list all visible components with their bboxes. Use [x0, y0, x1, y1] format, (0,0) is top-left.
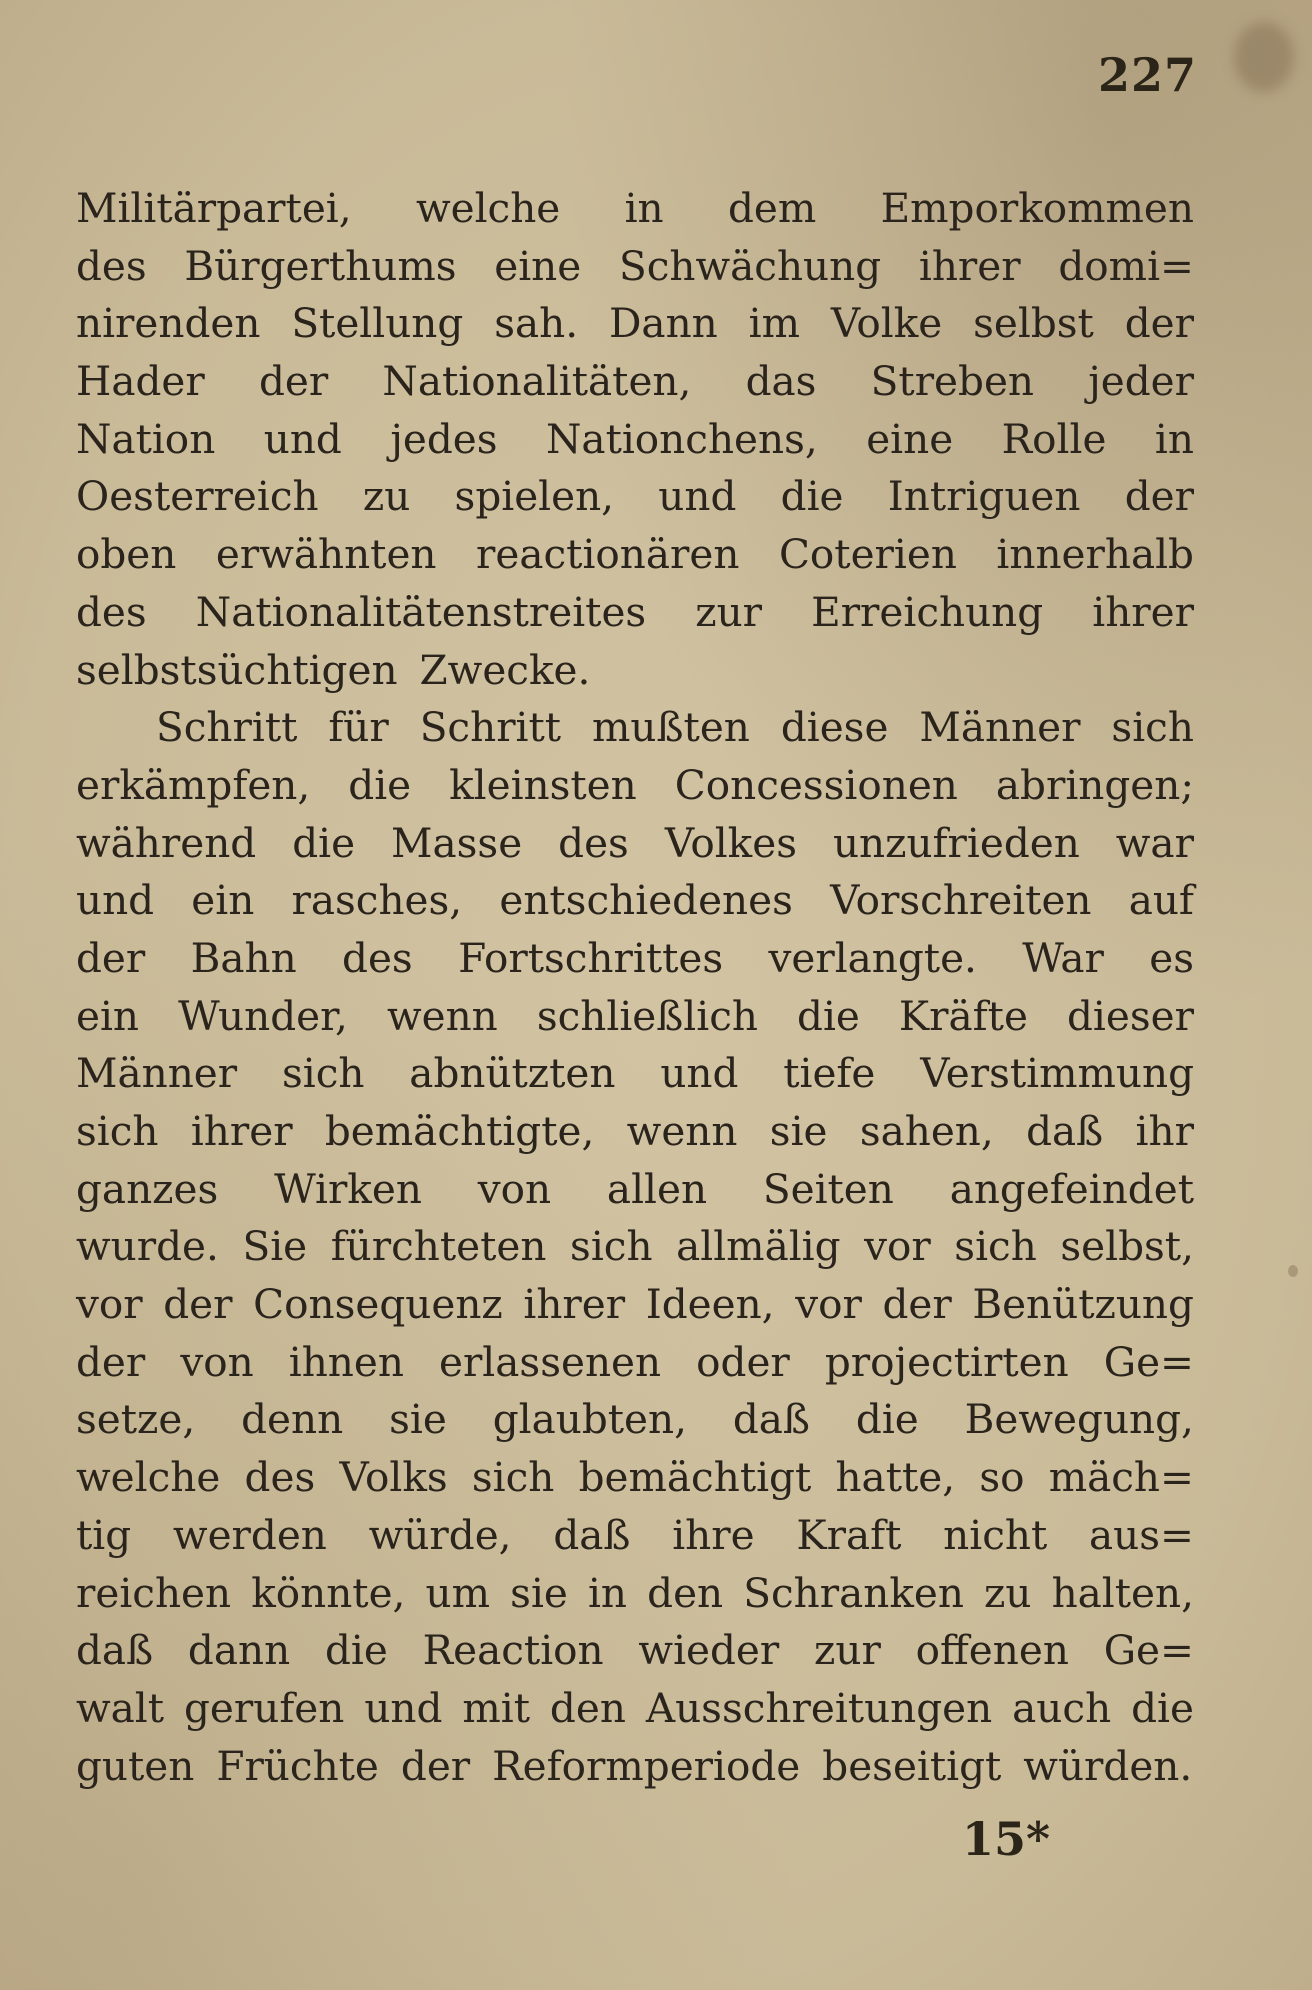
- word: selbst,: [1060, 1222, 1194, 1271]
- word: der: [76, 933, 146, 982]
- text-line: [76, 1391, 1194, 1449]
- word: eine: [866, 414, 954, 463]
- ink-spot: [1288, 1265, 1298, 1277]
- word: hatte,: [835, 1453, 956, 1502]
- word: dieser: [1066, 991, 1194, 1040]
- word: daß: [76, 1626, 154, 1675]
- word: und: [76, 876, 155, 925]
- word: abringen;: [995, 760, 1194, 809]
- word: jedes: [390, 414, 498, 463]
- word: ihrer: [523, 1280, 626, 1329]
- word: wenn: [626, 1107, 738, 1155]
- word: welche: [415, 184, 561, 232]
- word: wieder: [638, 1626, 780, 1675]
- word: sich: [471, 1453, 555, 1502]
- text-line: [76, 295, 1194, 353]
- word: Bewegung,: [964, 1395, 1194, 1444]
- word: Reaction: [422, 1626, 604, 1675]
- word: tiefe: [783, 1049, 876, 1098]
- word: mußten: [592, 703, 750, 752]
- word: mäch=: [1048, 1453, 1194, 1502]
- text-line: [76, 411, 1194, 469]
- text-line: [76, 642, 1194, 700]
- word: Männer: [919, 703, 1081, 752]
- word: Hader: [76, 357, 205, 406]
- word: der: [76, 1337, 146, 1386]
- word: Seiten: [762, 1164, 894, 1213]
- word: Zwecke.: [419, 645, 591, 694]
- word: Concessionen: [674, 760, 958, 809]
- word: der: [163, 1280, 233, 1329]
- word: kleinsten: [449, 760, 637, 809]
- text-line: [76, 1565, 1194, 1623]
- word: sie: [389, 1395, 447, 1444]
- word: innerhalb: [996, 530, 1194, 579]
- word: den: [647, 1568, 724, 1617]
- word: Wirken: [274, 1164, 422, 1213]
- word: denn: [241, 1395, 344, 1444]
- text-line: [76, 815, 1194, 873]
- text-line: [76, 757, 1194, 815]
- word: die: [1131, 1683, 1194, 1732]
- word: selbst: [973, 299, 1094, 348]
- word: zur: [695, 587, 763, 636]
- ink-stain: [1234, 22, 1294, 92]
- word: nicht: [943, 1510, 1048, 1559]
- word: Emporkommen: [880, 184, 1194, 232]
- word: von: [180, 1337, 254, 1386]
- word: aus=: [1089, 1510, 1194, 1559]
- word: der: [400, 1741, 471, 1790]
- word: Coterien: [778, 530, 957, 579]
- word: von: [477, 1164, 552, 1213]
- word: und: [364, 1683, 443, 1732]
- word: verlangte.: [768, 933, 977, 982]
- word: der: [882, 1280, 952, 1329]
- word: welche: [76, 1453, 221, 1502]
- text-line: [76, 526, 1194, 584]
- word: daß: [732, 1395, 810, 1444]
- word: die: [348, 760, 412, 809]
- word: domi=: [1058, 241, 1194, 290]
- word: zur: [814, 1626, 881, 1675]
- word: sich: [76, 1107, 159, 1155]
- word: Früchte: [216, 1741, 379, 1790]
- word: Nation: [76, 414, 216, 463]
- word: eine: [494, 241, 582, 290]
- word: die: [292, 818, 356, 867]
- word: entschiedenes: [499, 876, 793, 925]
- word: sich: [1111, 703, 1194, 752]
- word: Benützung: [972, 1280, 1194, 1329]
- word: so: [979, 1453, 1025, 1502]
- word: Intriguen: [887, 472, 1081, 521]
- word: um: [425, 1568, 491, 1617]
- word: erwähnten: [215, 530, 437, 579]
- word: Ge=: [1103, 1626, 1194, 1675]
- word: Erreichung: [811, 587, 1044, 636]
- word: wurde.: [76, 1222, 219, 1271]
- word: oder: [696, 1337, 790, 1386]
- word: Masse: [391, 818, 523, 867]
- word: ihnen: [288, 1337, 404, 1386]
- text-line: [76, 988, 1194, 1046]
- word: Rolle: [1001, 414, 1107, 463]
- text-line: [76, 1449, 1194, 1507]
- word: erlassenen: [438, 1337, 662, 1386]
- word: Ge=: [1103, 1337, 1194, 1386]
- word: daß: [553, 1510, 631, 1559]
- word: Fortschrittes: [458, 933, 724, 982]
- word: sich: [954, 1222, 1037, 1271]
- word: unzufrieden: [832, 818, 1080, 867]
- word: allen: [606, 1164, 708, 1213]
- word: das: [745, 357, 817, 406]
- word: ihrer: [918, 241, 1021, 290]
- text-line: [76, 1507, 1194, 1565]
- text-line: [76, 468, 1194, 526]
- word: glaubten,: [492, 1395, 687, 1444]
- word: zu: [362, 472, 411, 521]
- word: wenn: [386, 991, 498, 1040]
- word: tig: [76, 1510, 132, 1559]
- word: Schritt: [419, 703, 562, 752]
- word: jeder: [1088, 357, 1194, 406]
- word: sah.: [494, 299, 579, 348]
- word: im: [748, 299, 800, 348]
- word: Kraft: [796, 1510, 902, 1559]
- word: Streben: [870, 357, 1034, 406]
- text-line: [76, 1218, 1194, 1276]
- word: rasches,: [291, 876, 463, 925]
- word: reactionären: [476, 530, 740, 579]
- word: Nationalitätenstreites: [195, 587, 647, 636]
- word: schließlich: [536, 991, 758, 1040]
- word: Reformperiode: [492, 1741, 801, 1790]
- word: in: [1154, 414, 1194, 463]
- word: vor: [864, 1222, 931, 1271]
- text-line: [76, 872, 1194, 930]
- word: der: [1124, 472, 1194, 521]
- word: Oesterreich: [76, 472, 319, 521]
- word: ein: [191, 876, 255, 925]
- word: und: [658, 472, 737, 521]
- word: Dann: [608, 299, 718, 348]
- paragraph: [76, 180, 1194, 699]
- text-line: [76, 238, 1194, 296]
- word: ihr: [1135, 1107, 1194, 1155]
- word: die: [855, 1395, 919, 1444]
- word: Vorschreiten: [830, 876, 1092, 925]
- word: sich: [570, 1222, 653, 1271]
- word: die: [780, 472, 844, 521]
- word: auch: [1012, 1683, 1112, 1732]
- word: in: [624, 184, 664, 232]
- word: des: [76, 241, 147, 290]
- word: in: [587, 1568, 628, 1617]
- word: die: [324, 1626, 388, 1675]
- text-line: [76, 1103, 1194, 1161]
- word: bemächtigt: [578, 1453, 812, 1502]
- word: vor: [795, 1280, 862, 1329]
- word: auf: [1128, 876, 1194, 925]
- word: Schwächung: [618, 241, 882, 290]
- word: Stellung: [291, 299, 464, 348]
- word: für: [328, 703, 389, 752]
- word: Schranken: [743, 1568, 964, 1617]
- word: Verstimmung: [920, 1049, 1194, 1098]
- word: Militärpartei,: [76, 184, 352, 232]
- word: vor: [76, 1280, 143, 1329]
- word: dem: [727, 184, 817, 232]
- text-line: [76, 1045, 1194, 1103]
- word: Sie: [242, 1222, 308, 1271]
- word: guten: [76, 1741, 195, 1790]
- word: beseitigt: [822, 1741, 1002, 1790]
- text-line: [76, 1622, 1194, 1680]
- word: offenen: [915, 1626, 1069, 1675]
- word: den: [549, 1683, 626, 1732]
- word: würde,: [368, 1510, 512, 1559]
- word: War: [1022, 933, 1104, 982]
- text-line: [76, 353, 1194, 411]
- word: erkämpfen,: [76, 760, 311, 809]
- word: fürchteten: [330, 1222, 547, 1271]
- word: ihrer: [190, 1107, 293, 1155]
- text-line: [76, 584, 1194, 642]
- word: sie: [769, 1107, 828, 1155]
- word: spielen,: [454, 472, 615, 521]
- word: werden: [172, 1510, 327, 1559]
- word: zu: [984, 1568, 1032, 1617]
- body-text: [76, 180, 1194, 1795]
- word: sich: [281, 1049, 365, 1098]
- word: des: [558, 818, 629, 867]
- word: Consequenz: [253, 1280, 503, 1329]
- word: des: [342, 933, 413, 982]
- word: abnützten: [409, 1049, 616, 1098]
- word: mit: [462, 1683, 530, 1732]
- word: selbstsüchtigen: [76, 645, 398, 694]
- word: Kräfte: [898, 991, 1028, 1040]
- text-line: [76, 1680, 1194, 1738]
- word: des: [244, 1453, 316, 1502]
- word: Männer: [76, 1049, 238, 1098]
- word: des: [76, 587, 147, 636]
- word: setze,: [76, 1395, 196, 1444]
- text-line: [76, 1334, 1194, 1392]
- word: könnte,: [251, 1568, 406, 1617]
- word: walt: [76, 1683, 165, 1732]
- word: der: [258, 357, 329, 406]
- word: und: [660, 1049, 739, 1098]
- word: gerufen: [183, 1683, 345, 1732]
- text-line: [76, 930, 1194, 988]
- signature-mark: 15*: [962, 1812, 1051, 1866]
- word: würden.: [1023, 1741, 1193, 1790]
- word: sahen,: [859, 1107, 994, 1155]
- word: nirenden: [76, 299, 261, 348]
- word: diese: [780, 703, 889, 752]
- word: Volke: [830, 299, 943, 348]
- word: Bürgerthums: [184, 241, 457, 290]
- word: ein: [76, 991, 140, 1040]
- word: Nationchens,: [545, 414, 818, 463]
- word: Volks: [339, 1453, 448, 1502]
- word: daß: [1026, 1107, 1104, 1155]
- word: Ideen,: [645, 1280, 775, 1329]
- word: sie: [510, 1568, 568, 1617]
- text-line: [76, 1276, 1194, 1334]
- text-line: [76, 699, 1194, 757]
- word: und: [263, 414, 342, 463]
- text-line: [76, 1161, 1194, 1219]
- word: oben: [76, 530, 177, 579]
- word: dann: [187, 1626, 291, 1675]
- word: Volkes: [664, 818, 797, 867]
- word: die: [797, 991, 860, 1040]
- word: der: [1124, 299, 1194, 348]
- paragraph: [76, 699, 1194, 1795]
- word: halten,: [1051, 1568, 1194, 1617]
- word: während: [76, 818, 257, 867]
- word: allmälig: [676, 1222, 841, 1271]
- word: reichen: [76, 1568, 232, 1617]
- word: ihrer: [1092, 587, 1194, 636]
- word: Ausschreitungen: [645, 1683, 993, 1732]
- text-line: [76, 180, 1194, 238]
- word: bemächtigte,: [324, 1107, 595, 1155]
- word: Bahn: [190, 933, 297, 982]
- word: war: [1115, 818, 1194, 867]
- page-number: 227: [1097, 48, 1197, 102]
- word: Schritt: [156, 703, 298, 752]
- word: Nationalitäten,: [382, 357, 692, 406]
- word: Wunder,: [178, 991, 348, 1040]
- word: ganzes: [76, 1164, 219, 1213]
- word: ihre: [672, 1510, 755, 1559]
- text-line: [76, 1738, 1194, 1796]
- word: projectirten: [824, 1337, 1069, 1386]
- word: es: [1149, 933, 1194, 982]
- word: angefeindet: [949, 1164, 1194, 1213]
